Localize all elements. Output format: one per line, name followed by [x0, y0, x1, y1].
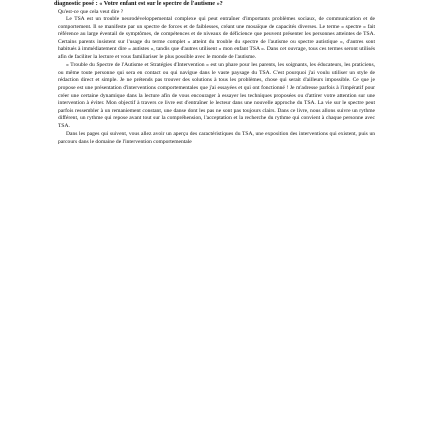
paragraph-2: « Trouble du Spectre de l'Autisme et Stratégies d'Intervention » est un phare pour les parents, les soignants, les éducateurs, les praticiens, ou même toute personne qui sera en contact ou qui navigue dans le vaste paysage du TSA. C'est pourquoi j'ai voulu utiliser un style de rédaction direct et simple. Je ne prétends pas trouver des solutions à tous les problèmes, chose qui serait d'ailleurs impossible. Ce que je propose est une présentation d'interventions comportementales que j'ai essayées et qui ont fonctionné ! Je m'adresse parfois à l'impératif pour créer une certaine dynamique dans la lecture afin de vous encourager à essayer les techniques proposées ou d'attirer votre attention sur une intervention à éviter. Mon objectif à travers ce livre est d'entraîner le lecteur dans une nouvelle approche du TSA. La vie sur le spectre peut parfois ressembler à un remaniement constant, une danse dont les pas ne sont pas toujours clairs. Dans ce livre, nous allons suivre un rythme différent, un rythme qui repose avant tout sur la compréhension, l'acceptation et la recherche du rythme qui convient à chaque personne avec TSA. [58, 62, 375, 129]
question-line: Qu'est-ce que cela veut dire ? [58, 8, 124, 15]
paragraph-3: Dans les pages qui suivent, vous allez avoir un aperçu des caractéristiques du TSA, une exposition des interventions qui existent, puis un parcours dans le domaine de l'intervention comportementale [58, 131, 375, 145]
paragraph-1: Le TSA est un trouble neurodéveloppemental complexe qui peut entraîner d'importants problèmes sociaux, de communication et de comportement. Il se manifeste par un spectre de forces et de faiblesses, créant une mosaïque de capacités diverses. Le terme « spectre » fait référence au large éventail de symptômes, de compétences et de niveaux de déficience que peuvent présenter les personnes atteintes de TSA. Certains parents insistent sur l'usage du terme complet « atteint du trouble du spectre de l'autisme ou spectre autistique », d'autres sont habitués à immédiatement dire « autistes », tandis que d'autres utilisent « mon enfant TSA ». Dans cet ouvrage, tous ces termes seront utilisés afin de faciliter la lecture et vous familiariser le plus possible avec le monde de l'autisme. [58, 16, 375, 60]
running-head: diagnostic posé : « Votre enfant est sur le spectre de l'autisme »? [54, 0, 223, 7]
